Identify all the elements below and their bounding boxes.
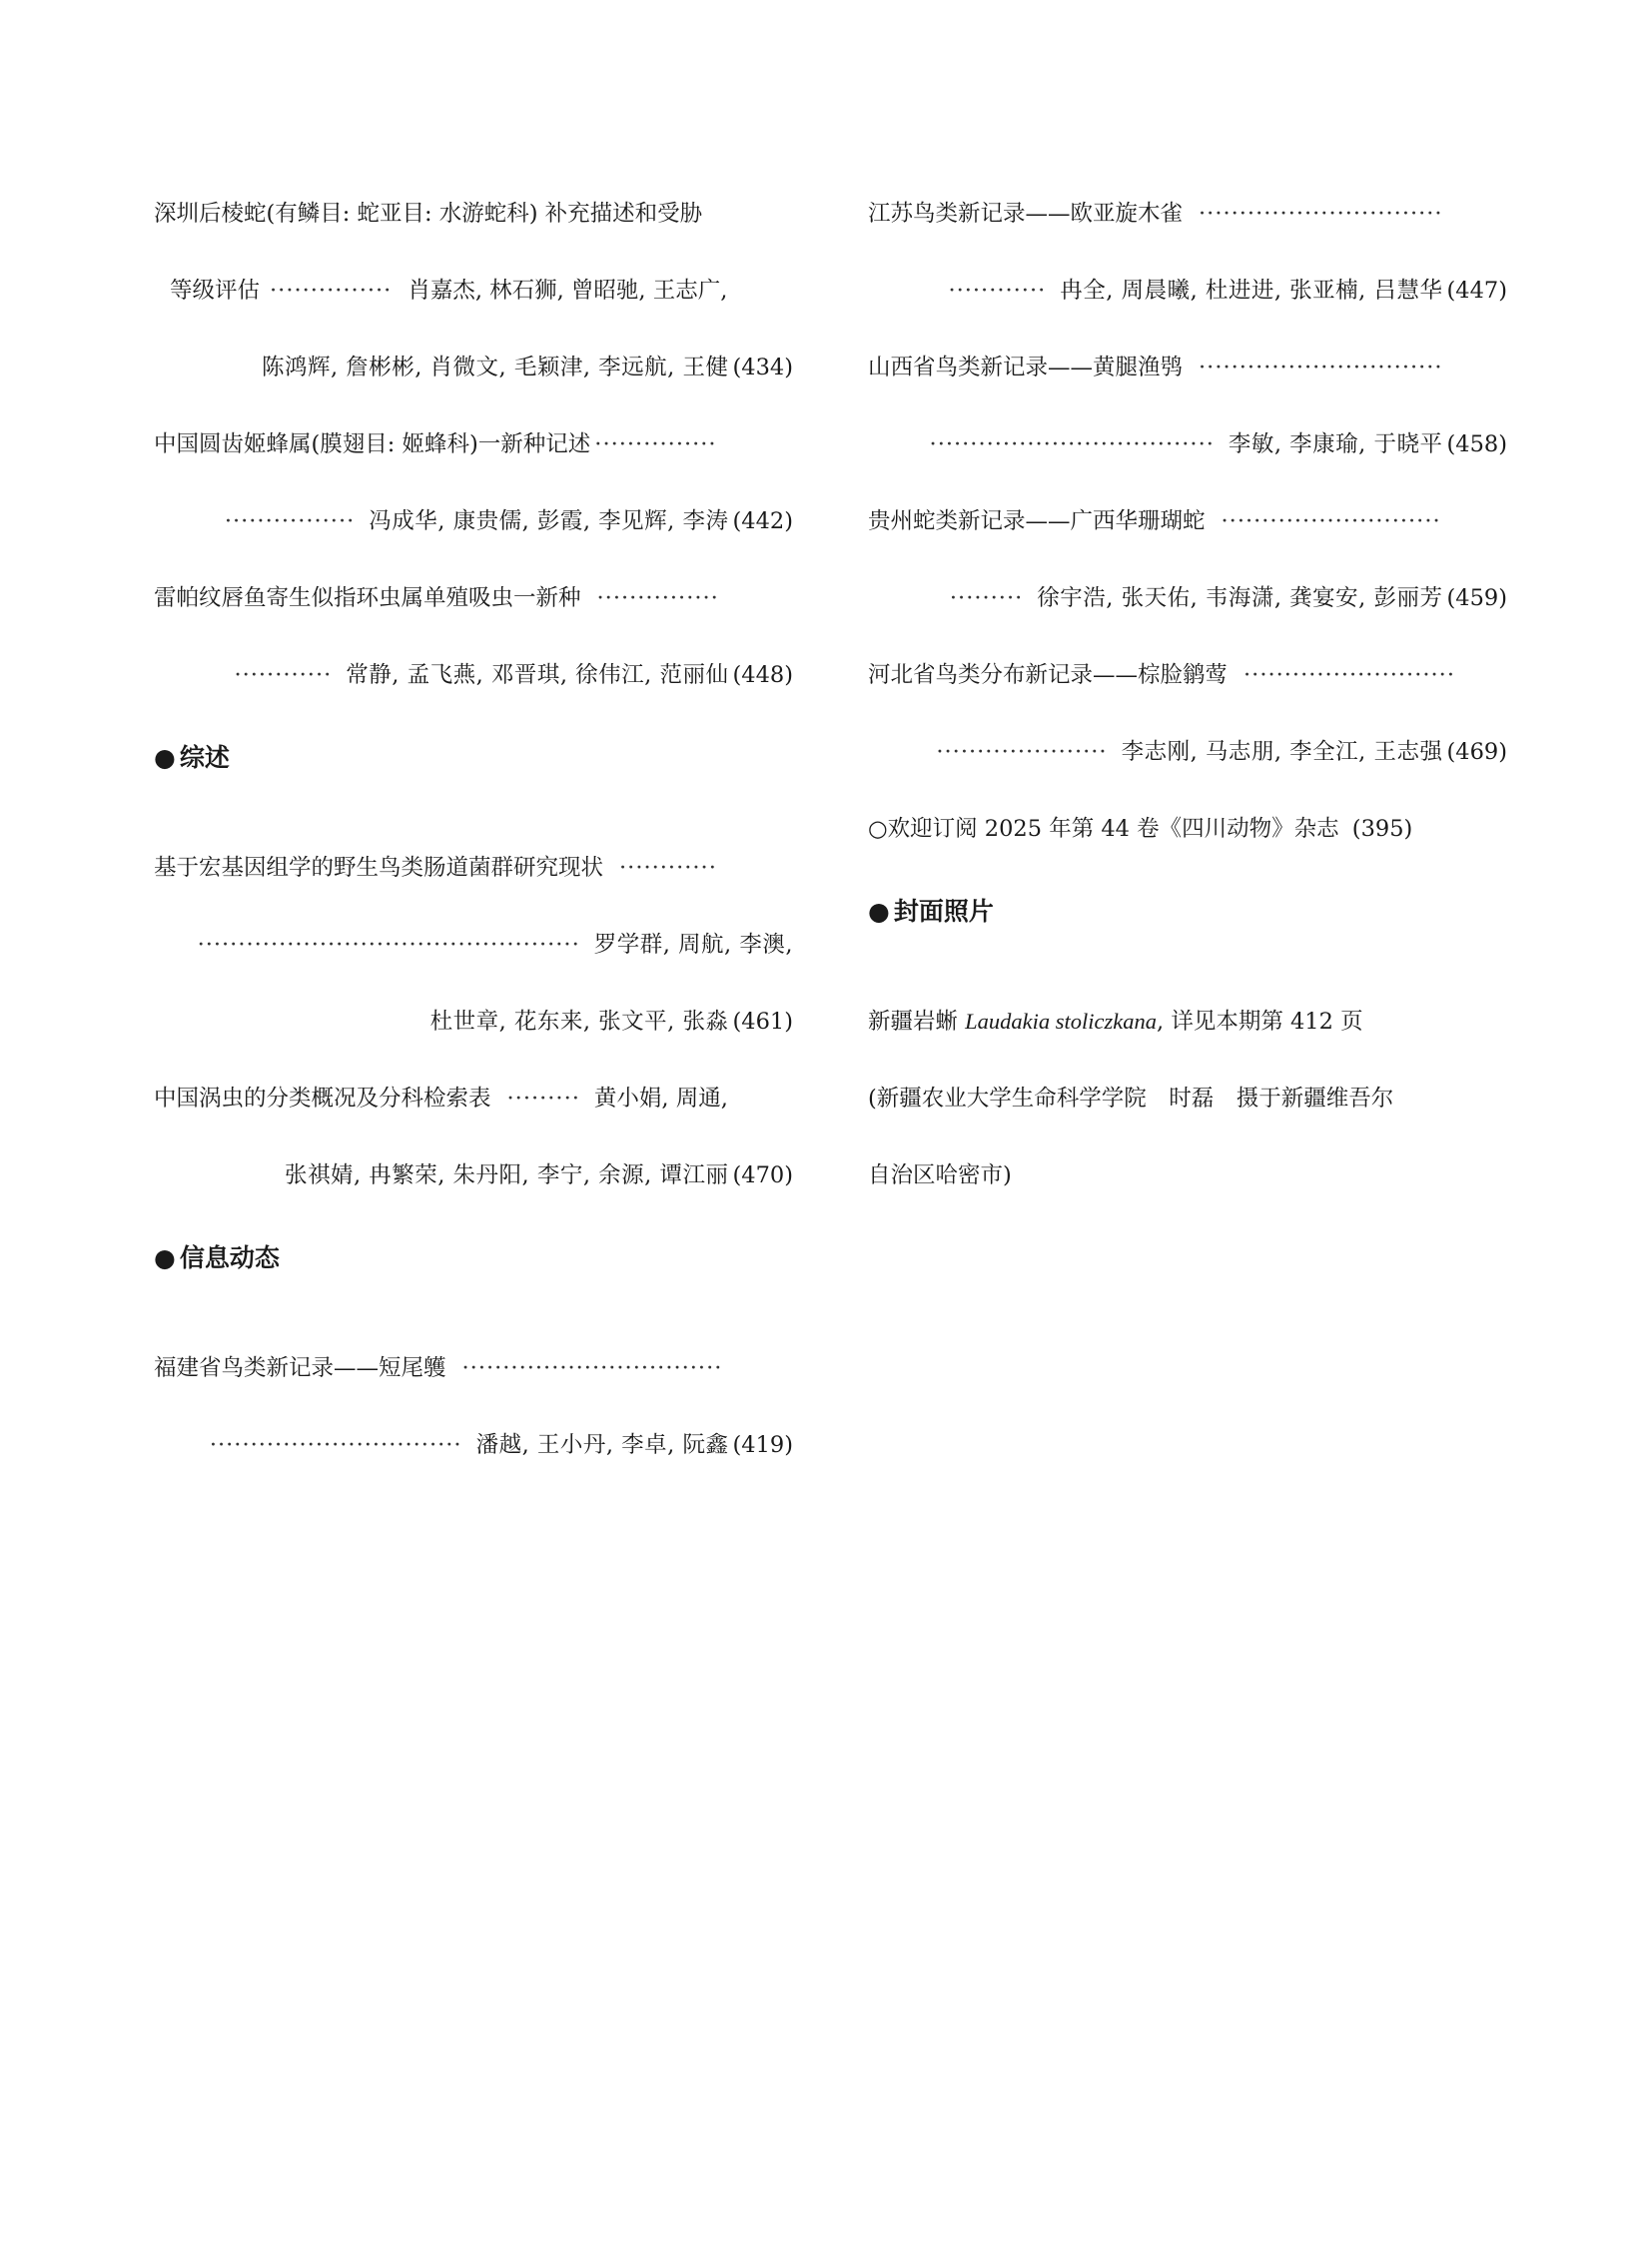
toc-entry-authors — [154, 922, 793, 968]
leader-dots: ··············· — [270, 278, 393, 304]
leader-dots: ················ — [224, 508, 356, 534]
entry-authors: 黄小娟, 周通, — [593, 1086, 728, 1112]
bullet-icon: ● — [154, 743, 176, 772]
entry-title: 雷帕纹唇鱼寄生似指环虫属单殖吸虫一新种 — [154, 585, 581, 611]
species-latin-name: Laudakia stoliczkana — [965, 1009, 1158, 1034]
section-heading-review — [154, 735, 230, 781]
toc-entry-authors — [154, 498, 793, 544]
toc-entry-title[interactable] — [154, 1076, 793, 1121]
section-heading-news — [154, 1235, 280, 1281]
toc-entry-title[interactable] — [154, 191, 793, 237]
toc-entry-title[interactable] — [154, 845, 793, 891]
entry-authors: 常静, 孟飞燕, 邓晋琪, 徐伟江, 范丽仙 — [346, 662, 729, 688]
toc-entry-title[interactable] — [154, 575, 793, 621]
entry-title: 中国涡虫的分类概况及分科检索表 — [154, 1086, 491, 1112]
toc-entry-title[interactable] — [868, 191, 1507, 237]
toc-entry-title[interactable] — [868, 498, 1507, 544]
leader-dots: ······························· — [209, 1432, 462, 1458]
toc-entry-authors — [868, 421, 1507, 467]
leader-dots: ············ — [948, 278, 1047, 304]
entry-authors: 冉全, 周晨曦, 杜进进, 张亚楠, 吕慧华 — [1060, 278, 1443, 304]
bullet-icon: ● — [154, 1243, 176, 1272]
entry-authors: 徐宇浩, 张天佑, 韦海潇, 龚宴安, 彭丽芳 — [1037, 585, 1443, 611]
entry-authors: 杜世章, 花东来, 张文平, 张淼 — [429, 1009, 729, 1035]
entry-authors: 肖嘉杰, 林石狮, 曾昭驰, 王志广, — [408, 278, 728, 304]
page-number: (469) — [1446, 739, 1507, 765]
leader-dots: ··············· — [594, 431, 717, 457]
toc-entry-title[interactable] — [154, 421, 793, 467]
leader-dots: ··························· — [1221, 508, 1441, 534]
credit-text: 自治区哈密市) — [868, 1162, 1012, 1188]
entry-title: 山西省鸟类新记录——黄腿渔鸮 — [868, 355, 1184, 380]
entry-authors: 潘越, 王小丹, 李卓, 阮鑫 — [475, 1432, 729, 1458]
entry-authors: 李敏, 李康瑜, 于晓平 — [1228, 431, 1443, 457]
leader-dots: ········· — [949, 585, 1024, 611]
credit-text: (新疆农业大学生命科学学院 时磊 摄于新疆维吾尔 — [868, 1086, 1394, 1112]
leader-dots: ································ — [461, 1355, 723, 1381]
leader-dots: ··································· — [929, 431, 1215, 457]
entry-title: 深圳后棱蛇(有鳞目: 蛇亚目: 水游蛇科) 补充描述和受胁 — [154, 201, 703, 227]
toc-entry-title[interactable] — [154, 1345, 793, 1391]
page-number: (447) — [1446, 278, 1507, 304]
toc-entry-authors — [154, 999, 793, 1045]
toc-entry-authors — [868, 575, 1507, 621]
toc-entry-authors — [868, 729, 1507, 775]
cover-caption — [868, 999, 1363, 1045]
leader-dots: ······························ — [1199, 201, 1443, 227]
toc-entry-authors — [154, 345, 793, 390]
entry-title: 江苏鸟类新记录——欧亚旋木雀 — [868, 201, 1184, 227]
leader-dots: ·························· — [1243, 662, 1455, 688]
leader-dots: ············ — [619, 855, 717, 881]
entry-title: 中国圆齿姬蜂属(膜翅目: 姬蜂科)一新种记述 — [154, 431, 591, 457]
toc-entry-title[interactable] — [868, 652, 1507, 698]
entry-title: 河北省鸟类分布新记录——棕脸鹟莺 — [868, 662, 1229, 688]
leader-dots: ······························ — [1199, 355, 1443, 380]
leader-dots: ············ — [234, 662, 333, 688]
toc-entry-authors — [154, 1422, 793, 1468]
page-number: (470) — [732, 1162, 793, 1188]
cover-credit-cont — [868, 1152, 1012, 1198]
page-number: (448) — [732, 662, 793, 688]
page-number: (461) — [732, 1009, 793, 1035]
subscribe-notice[interactable] — [868, 806, 1412, 852]
page-number: (458) — [1446, 431, 1507, 457]
toc-entry-title[interactable] — [868, 345, 1507, 390]
cover-credit — [868, 1076, 1393, 1121]
section-title: 封面照片 — [893, 897, 994, 926]
page-number: (434) — [732, 355, 793, 380]
subscribe-text: ○欢迎订阅 2025 年第 44 卷《四川动物》杂志 — [868, 816, 1339, 842]
page-number: (419) — [732, 1432, 793, 1458]
entry-title: 福建省鸟类新记录——短尾鹱 — [154, 1355, 446, 1381]
bullet-icon: ● — [868, 897, 890, 926]
entry-title: 贵州蛇类新记录——广西华珊瑚蛇 — [868, 508, 1206, 534]
entry-authors: 陈鸿辉, 詹彬彬, 肖微文, 毛颖津, 李远航, 王健 — [261, 355, 729, 380]
leader-dots: ··············· — [596, 585, 719, 611]
entry-title: 等级评估 — [170, 278, 261, 304]
toc-entry-title-cont[interactable] — [154, 268, 809, 314]
page-number: (459) — [1446, 585, 1507, 611]
toc-entry-authors — [868, 268, 1507, 314]
entry-authors: 冯成华, 康贵儒, 彭霞, 李见辉, 李涛 — [369, 508, 729, 534]
page-number: (395) — [1351, 816, 1413, 842]
page-number: (442) — [732, 508, 793, 534]
section-title: 信息动态 — [179, 1243, 280, 1272]
entry-authors: 罗学群, 周航, 李澳, — [593, 932, 793, 958]
toc-entry-authors — [154, 1152, 793, 1198]
section-title: 综述 — [179, 743, 230, 772]
entry-title: 基于宏基因组学的野生鸟类肠道菌群研究现状 — [154, 855, 604, 881]
entry-authors: 李志刚, 马志朋, 李全江, 王志强 — [1121, 739, 1443, 765]
caption-prefix: 新疆岩蜥 — [868, 1009, 966, 1035]
leader-dots: ····················· — [936, 739, 1108, 765]
entry-authors: 张祺婧, 冉繁荣, 朱丹阳, 李宁, 余源, 谭江丽 — [284, 1162, 729, 1188]
leader-dots: ··············································· — [197, 932, 580, 958]
toc-entry-authors — [154, 652, 793, 698]
caption-suffix: , 详见本期第 412 页 — [1157, 1009, 1363, 1035]
leader-dots: ········· — [506, 1086, 580, 1112]
section-heading-cover — [868, 889, 994, 935]
